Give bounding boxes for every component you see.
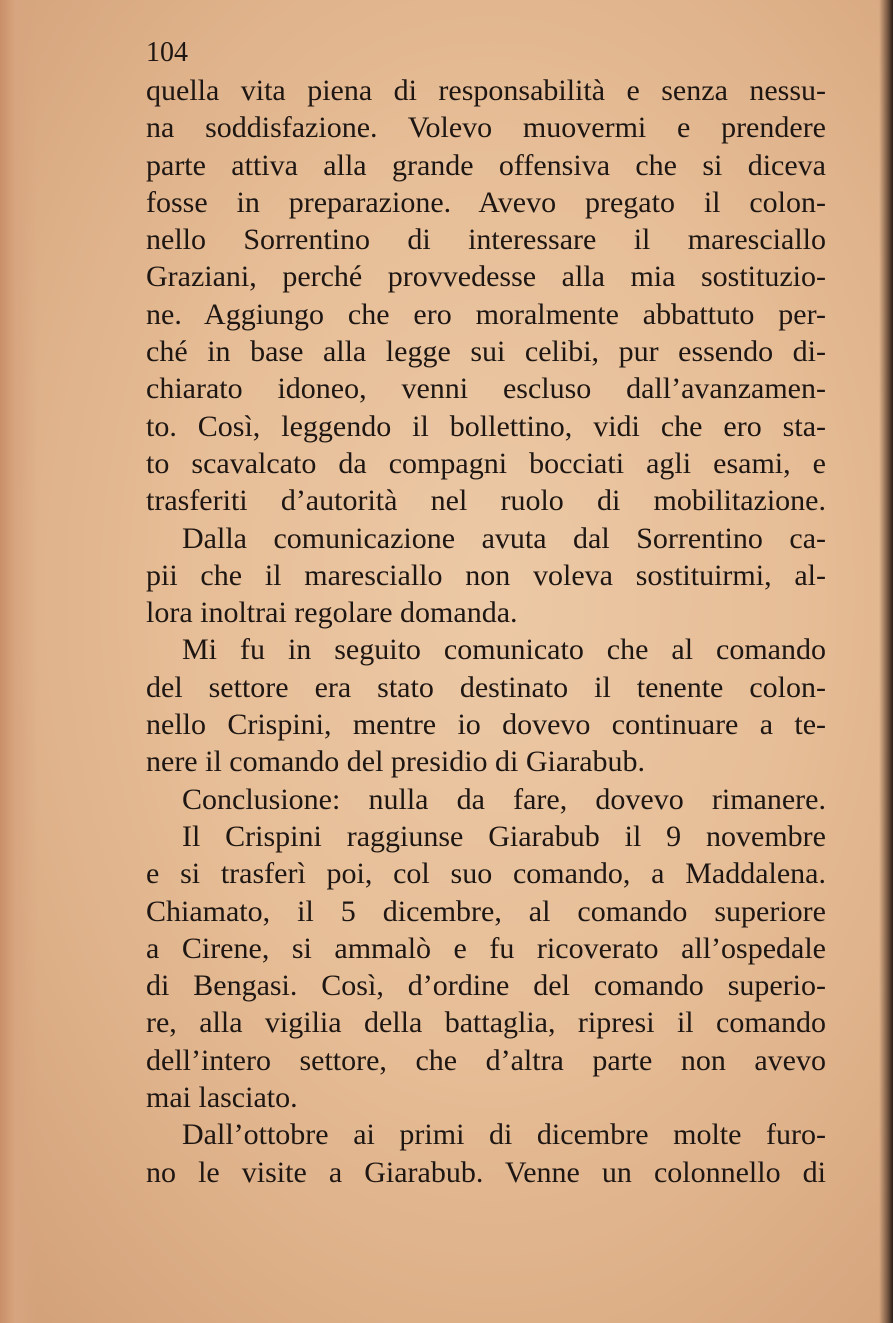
text-line: re, alla vigilia della battaglia, ripresi il comando: [146, 1006, 826, 1040]
text-line: trasferiti d’autorità nel ruolo di mobilitazione.: [146, 484, 826, 518]
text-line: Chiamato, il 5 dicembre, al comando superiore: [146, 894, 826, 928]
text-line: Mi fu in seguito comunicato che al comando: [182, 633, 826, 667]
text-line: nere il comando del presidio di Giarabub.: [146, 745, 646, 779]
text-line: chiarato idoneo, venni escluso dall’avanzamen-: [146, 372, 826, 406]
text-line: to scavalcato da compagni bocciati agli esami, e: [146, 446, 826, 480]
text-line: mai lasciato.: [146, 1081, 298, 1115]
text-line: ne. Aggiungo che ero moralmente abbattuto per-: [146, 297, 826, 331]
text-line: nello Crispini, mentre io dovevo continuare a te-: [146, 708, 826, 742]
text-line: fosse in preparazione. Avevo pregato il colon-: [146, 185, 826, 219]
text-line: a Cirene, si ammalò e fu ricoverato all’ospedale: [146, 931, 826, 965]
page-number: 104: [146, 37, 188, 68]
text-line: di Bengasi. Così, d’ordine del comando superio-: [146, 969, 826, 1003]
text-line: parte attiva alla grande offensiva che si diceva: [146, 148, 826, 182]
page-gutter-shadow: [0, 0, 38, 1323]
text-line: na soddisfazione. Volevo muovermi e prendere: [146, 111, 826, 145]
text-line: no le visite a Giarabub. Venne un colonnello di: [146, 1155, 826, 1189]
body-text: [146, 72, 826, 1191]
text-line: pii che il maresciallo non voleva sostituirmi, al-: [146, 558, 826, 592]
text-line: nello Sorrentino di interessare il maresciallo: [146, 223, 826, 257]
text-line: quella vita piena di responsabilità e senza nessu-: [146, 74, 826, 107]
text-line: dell’intero settore, che d’altra parte non avevo: [146, 1043, 826, 1077]
text-line: Dall’ottobre ai primi di dicembre molte furo-: [182, 1118, 826, 1152]
text-line: ché in base alla legge sui celibi, pur essendo di-: [146, 335, 826, 369]
text-line: e si trasferì poi, col suo comando, a Maddalena.: [146, 857, 826, 891]
text-line: del settore era stato destinato il tenente colon-: [146, 670, 826, 704]
text-line: to. Così, leggendo il bollettino, vidi che ero sta-: [146, 409, 826, 443]
text-line: lora inoltrai regolare domanda.: [146, 596, 518, 630]
text-line: Graziani, perché provvedesse alla mia sostituzio-: [146, 260, 826, 294]
text-line: Dalla comunicazione avuta dal Sorrentino ca-: [182, 521, 826, 555]
page-edge-shadow: [879, 0, 893, 1323]
text-line: Conclusione: nulla da fare, dovevo rimanere.: [182, 782, 826, 816]
text-line: Il Crispini raggiunse Giarabub il 9 novembre: [182, 819, 826, 853]
